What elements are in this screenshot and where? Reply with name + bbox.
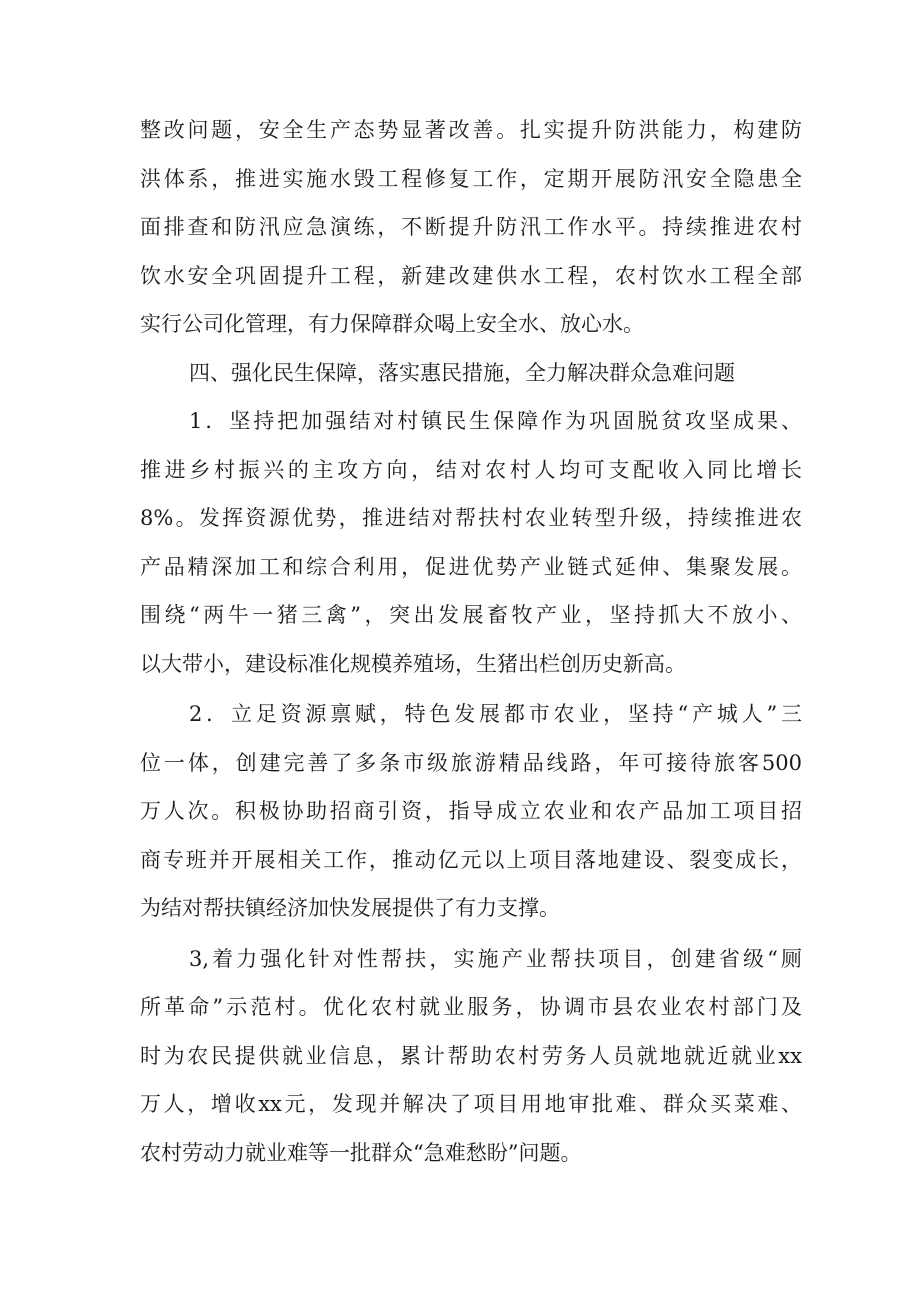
text-line: 所革命”示范村。优化农村就业服务，协调市县农业农村部门及 bbox=[140, 995, 802, 1019]
text-line: 为结对帮扶镇经济加快发展提供了有力支撑。 bbox=[140, 896, 560, 920]
paragraph-first-line: 2．立足资源禀赋，特色发展都市农业，坚持“产城人”三 bbox=[189, 702, 802, 726]
text-line: 农村劳动力就业难等一批群众“急难愁盼”问题。 bbox=[140, 1140, 582, 1165]
text-line: 洪体系，推进实施水毁工程修复工作，定期开展防汛安全隐患全 bbox=[140, 166, 802, 191]
text-line: 8%。发挥资源优势，推进结对帮扶村农业转型升级，持续推进农 bbox=[140, 506, 802, 530]
text-line: 以大带小，建设标准化规模养殖场，生猪出栏创历史新高。 bbox=[140, 651, 686, 676]
text-line: 饮水安全巩固提升工程，新建改建供水工程，农村饮水工程全部 bbox=[140, 263, 802, 288]
text-line: 面排查和防汛应急演练，不断提升防汛工作水平。持续推进农村 bbox=[140, 215, 802, 239]
paragraph-first-line: 1．坚持把加强结对村镇民生保障作为巩固脱贫攻坚成果、 bbox=[189, 409, 802, 433]
text-line: 产品精深加工和综合利用，促进优势产业链式延伸、集聚发展。 bbox=[140, 554, 802, 579]
body-text bbox=[140, 106, 802, 1177]
text-line: 商专班并开展相关工作，推动亿元以上项目落地建设、裂变成长， bbox=[140, 847, 802, 872]
text-line: 位一体，创建完善了多条市级旅游精品线路，年可接待旅客500 bbox=[140, 750, 802, 775]
text-line: 万人，增收xx元，发现并解决了项目用地审批难、群众买菜难、 bbox=[140, 1092, 802, 1116]
paragraph-first-line: 3,着力强化针对性帮扶，实施产业帮扶项目，创建省级“厕 bbox=[189, 946, 802, 971]
text-line: 时为农民提供就业信息，累计帮助农村劳务人员就地就近就业xx bbox=[140, 1043, 802, 1068]
text-line: 万人次。积极协助招商引资，指导成立农业和农产品加工项目招 bbox=[140, 799, 802, 823]
section-heading: 四、强化民生保障，落实惠民措施，全力解决群众急难问题 bbox=[189, 360, 735, 385]
text-line: 实行公司化管理，有力保障群众喝上安全水、放心水。 bbox=[140, 312, 644, 336]
text-line: 推进乡村振兴的主攻方向，结对农村人均可支配收入同比增长 bbox=[140, 457, 802, 482]
text-line: 围绕“两牛一猪三禽”，突出发展畜牧产业，坚持抓大不放小、 bbox=[140, 603, 802, 627]
text-line: 整改问题，安全生产态势显著改善。扎实提升防洪能力，构建防 bbox=[140, 118, 802, 142]
